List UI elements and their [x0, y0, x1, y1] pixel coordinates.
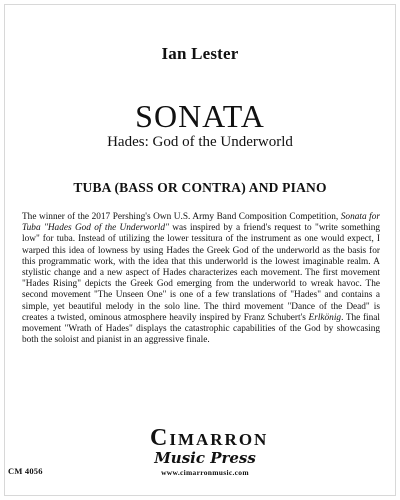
program-notes-italic-erlkonig: Erlkönig: [308, 312, 342, 323]
publisher-name-rest: IMARRON: [169, 430, 269, 449]
program-notes: [22, 212, 380, 346]
publisher-url: www.cimarronmusic.com: [161, 468, 249, 477]
publisher-initial: C: [150, 425, 170, 451]
publisher-subtitle: Music Press: [154, 449, 256, 467]
catalog-number: CM 4056: [8, 466, 43, 476]
instrumentation: TUBA (BASS OR CONTRA) AND PIANO: [73, 180, 327, 195]
publisher-name: [150, 425, 269, 451]
program-notes-italic-title: Sonata for Tuba "Hades God of the Underworld": [22, 212, 380, 234]
work-title: SONATA: [135, 98, 265, 134]
program-notes-part-3: . The final movement "Wrath of Hades" displays the catastrophic capabilities of the God by showcasing both the soloist and pianist in an aggressive finale.: [22, 312, 380, 346]
publisher-logo: [150, 425, 269, 477]
program-notes-part-2: was inspired by a friend's request to "write something low" for tuba. Instead of utilizing the lower tessitura of the instrument as one would expect, I warped this idea of lowness by using Hades the Greek God of the underworld as the basis for this programmatic work, with the idea that this underworld is the lowest imaginable realm. A stylistic change and a new aspect of Hades characterizes each movement. The first movement "Hades Rising" depicts the Greek God emerging from the underworld to wreak havoc. The second movement "The Unseen One" is one of a few translations of "Hades" and contains a simple, yet beautiful melody in the solo line. The third movement "Dance of the Dead" is creates a twisted, ominous atmosphere heavily inspired by Franz Schubert's: [22, 223, 381, 323]
program-notes-part-1: The winner of the 2017 Pershing's Own U.S. Army Band Composition Competition,: [22, 212, 341, 222]
work-subtitle: Hades: God of the Underworld: [107, 134, 293, 150]
composer-name: Ian Lester: [161, 44, 239, 63]
